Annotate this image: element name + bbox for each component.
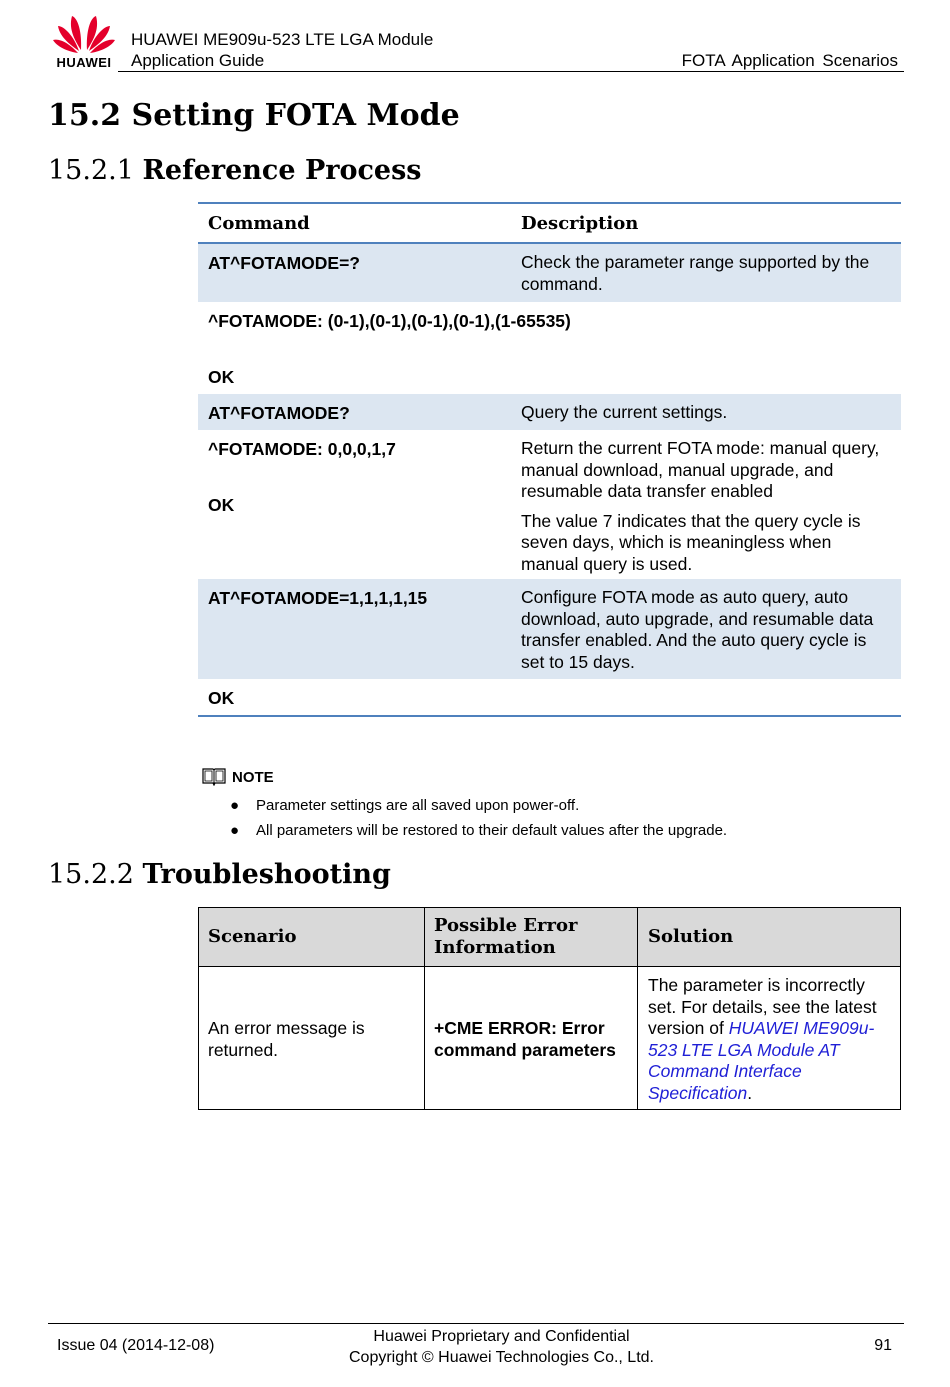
note-bullet [230, 822, 830, 840]
subsection-heading-troubleshooting [48, 858, 391, 892]
bullet-text: All parameters will be restored to their default values after the upgrade. [256, 822, 728, 839]
solution-cell [648, 975, 896, 1104]
table-row [198, 679, 901, 717]
section-heading [48, 98, 460, 134]
response-cell [208, 438, 498, 516]
description-cell: Configure FOTA mode as auto query, auto download, auto upgrade, and resumable data transfer enabled. And the auto query cycle is set to 15 days. [521, 587, 874, 672]
subsection-number: 15.2.2 [48, 859, 134, 890]
header-rule [118, 71, 904, 72]
troubleshooting-table [198, 907, 901, 1110]
huawei-logo [50, 8, 118, 72]
section-number: 15.2 [48, 98, 122, 133]
table-row [198, 579, 901, 679]
book-icon [201, 766, 227, 786]
bullet-dot-icon: ● [230, 822, 240, 839]
response-ok: OK [208, 688, 235, 708]
document-subtitle: Application Guide [131, 51, 265, 70]
command-cell: AT^FOTAMODE=1,1,1,1,15 [208, 588, 428, 608]
column-divider [424, 908, 425, 1109]
solution-text: The parameter is incorrectly set. For details, see the latest version of [648, 975, 877, 1038]
description-cell: Query the current settings. [521, 402, 728, 422]
column-header-scenario: Scenario [208, 926, 297, 947]
description-paragraph: The value 7 indicates that the query cycle is seven days, which is meaningless when manual query is used. [521, 510, 861, 574]
specification-link[interactable]: HUAWEI ME909u-523 LTE LGA Module AT Command Interface Specification [648, 1018, 875, 1103]
description-cell: Check the parameter range supported by the command. [521, 252, 870, 294]
page-number: 91 [874, 1337, 892, 1354]
table-row [198, 394, 901, 430]
response-ok: OK [208, 495, 235, 515]
table-row [198, 430, 901, 579]
error-info-cell: +CME ERROR: Error command parameters [434, 1018, 616, 1060]
description-paragraph: Return the current FOTA mode: manual query, manual download, manual upgrade, and resumable data transfer enabled [521, 438, 880, 501]
description-cell [521, 438, 889, 583]
section-title: Setting FOTA Mode [131, 98, 460, 133]
subsection-heading-reference [48, 154, 422, 188]
response-cell [208, 310, 768, 388]
reference-process-table [198, 202, 901, 717]
proprietary-notice: Huawei Proprietary and Confidential [373, 1328, 630, 1345]
subsection-title: Reference Process [142, 155, 422, 186]
column-header-description: Description [521, 213, 639, 234]
document-title: HUAWEI ME909u-523 LTE LGA Module [131, 30, 434, 49]
chapter-title: FOTA Application Scenarios [681, 51, 898, 70]
table-row [198, 302, 901, 394]
command-cell: AT^FOTAMODE=? [208, 253, 360, 273]
column-header-command: Command [208, 213, 310, 234]
response-text: ^FOTAMODE: 0,0,0,1,7 [208, 439, 396, 459]
subsection-title: Troubleshooting [142, 859, 391, 890]
issue-date: Issue 04 (2014-12-08) [57, 1337, 215, 1354]
table-row [198, 244, 901, 302]
logo-wordmark: HUAWEI [56, 55, 112, 70]
subsection-number: 15.2.1 [48, 155, 134, 186]
command-cell: AT^FOTAMODE? [208, 403, 350, 423]
note-label: NOTE [232, 769, 274, 786]
scenario-cell: An error message is returned. [208, 1018, 365, 1060]
column-header-solution: Solution [648, 926, 734, 947]
footer-rule [48, 1323, 904, 1324]
copyright-notice: Copyright © Huawei Technologies Co., Ltd. [349, 1349, 654, 1366]
bullet-text: Parameter settings are all saved upon power-off. [256, 797, 580, 814]
note-bullet [230, 797, 830, 815]
response-text: ^FOTAMODE: (0-1),(0-1),(0-1),(0-1),(1-65535) [208, 311, 571, 331]
column-divider [637, 908, 638, 1109]
column-header-error: Possible Error Information [434, 915, 578, 958]
response-ok: OK [208, 367, 235, 387]
table-header-row [198, 202, 901, 244]
solution-text-end: . [747, 1082, 753, 1103]
bullet-dot-icon: ● [230, 797, 240, 814]
